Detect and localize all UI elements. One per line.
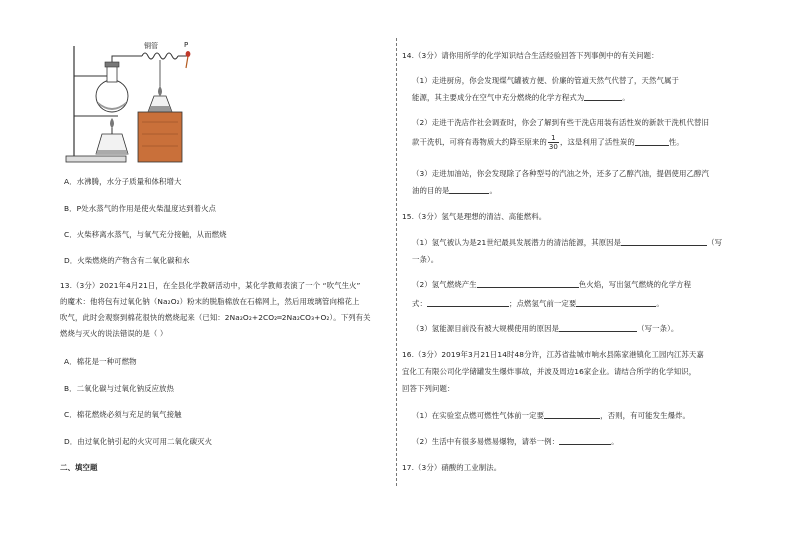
q12-option-c: C．火柴移离水蒸气，与氧气充分接触，从而燃烧 — [64, 230, 227, 239]
q15-part1-line1: （1）氢气被认为是21世纪最具发展潜力的清洁能源，其原因是 （写 — [412, 238, 723, 247]
copper-coil — [142, 53, 178, 59]
q16-line-3: 回答下列问题： — [402, 384, 455, 393]
q15-part2-line2: 式： ；点燃氢气前一定要 。 — [412, 299, 664, 308]
q13-option-b: B．二氧化碳与过氧化钠反应放热 — [64, 384, 175, 393]
q14-blank-equation[interactable] — [584, 92, 622, 101]
q14-part3-line2: 油的目的是 。 — [412, 186, 497, 195]
q16-blank-example[interactable] — [559, 436, 611, 445]
q12-option-a: A．水沸腾，水分子质量和体积增大 — [64, 177, 182, 186]
label-p: P — [184, 41, 189, 49]
q14-part2-line1: （2）走进干洗店作社会调查时，你会了解到有些干洗店用装有活性炭的新款干洗机代替旧 — [412, 118, 709, 127]
experiment-apparatus-figure — [60, 38, 210, 166]
q15-blank-flame-color[interactable] — [477, 279, 579, 288]
q14-part1-line2: 能源，其主要成分在空气中充分燃烧的化学方程式为 。 — [412, 93, 630, 102]
q16-line-1: 16.（3分）2019年3月21日14时48分许，江苏省盐城市响水县陈家港镇化工园内江苏天嘉 — [402, 350, 704, 359]
q13-option-d: D．由过氧化钠引起的火灾可用二氧化碳灭火 — [64, 437, 213, 446]
wooden-block — [138, 112, 182, 162]
q13-line-2: 的魔术：他将包有过氧化钠（Na₂O₂）粉末的脱脂棉放在石棉网上，然后用玻璃管向棉花上 — [60, 297, 360, 306]
q15-part3: （3）氢能源目前没有被大规模使用的原因是 （写一条）。 — [412, 324, 679, 333]
round-flask — [96, 80, 128, 112]
label-copper-tube: 铜管 — [144, 42, 158, 50]
q14-blank-purpose[interactable] — [449, 185, 489, 194]
q14-blank-property[interactable] — [635, 137, 669, 146]
q16-blank-check[interactable] — [544, 410, 600, 419]
q15-blank-equation[interactable] — [427, 298, 509, 307]
q14-stem: 14.（3分）请你用所学的化学知识结合生活经验回答下列事例中的有关问题： — [402, 51, 659, 60]
stand-base — [66, 156, 126, 162]
q13-line-4: 燃烧与灭火的说法错误的是（ ） — [60, 329, 168, 338]
q13-option-c: C．棉花燃烧必须与充足的氧气接触 — [64, 410, 182, 419]
fraction-one-thirtieth: $\frac{1}{30}$ — [548, 134, 558, 151]
q13-option-a: A．棉花是一种可燃物 — [64, 357, 137, 366]
q14-part1-line1: （1）走进厨房，你会发现煤气罐被方便、价廉的管道天然气代替了，天然气属于 — [412, 76, 679, 85]
match-stick — [186, 56, 188, 68]
q16-line-2: 宜化工有限公司化学储罐发生爆炸事故，并波及周边16家企业。请结合所学的化学知识， — [402, 367, 697, 376]
q17-stem: 17.（3分）硝酸的工业制法。 — [402, 463, 502, 472]
q16-part2: （2）生活中有很多易燃易爆物，请举一例： 。 — [412, 437, 619, 446]
q15-blank-limitation[interactable] — [559, 323, 637, 332]
q12-option-b: B．P处水蒸气的作用是使火柴温度达到着火点 — [64, 204, 217, 213]
q13-line-3: 吹气，此时会观察到棉花很快的燃烧起来（已知：2Na₂O₂+2CO₂═2Na₂CO₃+O₂）。下列有关 — [60, 313, 371, 322]
column-divider — [396, 38, 397, 486]
q16-part1: （1）在实验室点燃可燃性气体前一定要 ，否则，有可能发生爆炸。 — [412, 411, 691, 420]
section-title-fill-blank: 二、填空题 — [60, 463, 98, 472]
q15-blank-reason[interactable] — [621, 237, 707, 246]
q13-line-1: 13.（3分）2021年4月21日，在全县化学教研活动中，某化学教师表演了一个 “吹气生火” — [60, 281, 361, 290]
q15-part2-line1: （2）氢气燃烧产生 色火焰，写出氢气燃烧的化学方程 — [412, 280, 692, 289]
q14-part3-line1: （3）走进加油站，你会发现除了各种型号的汽油之外，还多了乙醇汽油，提倡使用乙醇汽 — [412, 169, 709, 178]
q14-part2-line2: 款干洗机，可将有毒物质大约降至原来的 $\frac{1}{30}$ ，这是利用了活性炭的 性。 — [412, 134, 684, 151]
q12-option-d: D．火柴燃烧的产物含有二氧化碳和水 — [64, 256, 190, 265]
q15-blank-before-ignite[interactable] — [576, 298, 656, 307]
q15-part1-line2: 一条）。 — [412, 255, 439, 264]
q15-stem: 15.（3分）氢气是理想的清洁、高能燃料。 — [402, 212, 547, 221]
